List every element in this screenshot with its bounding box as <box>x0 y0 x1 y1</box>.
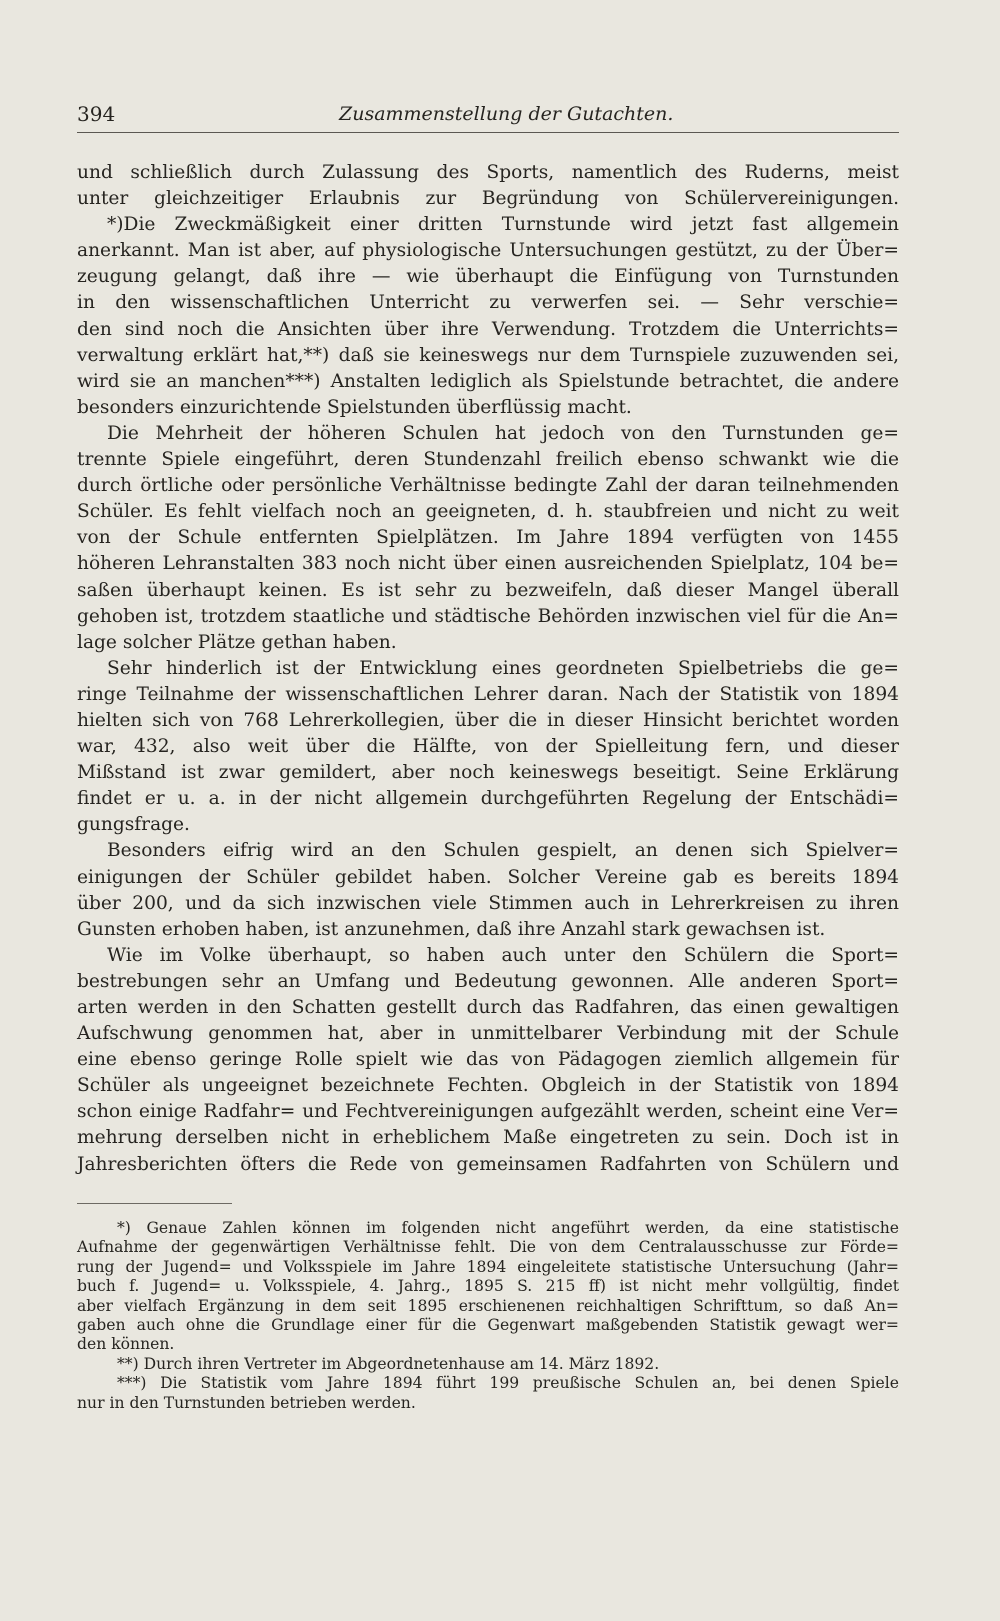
text-line: mehrung derselben nicht in erheblichem Maße eingetreten zu sein. Doch ist in <box>77 1127 899 1149</box>
text-line: einigungen der Schüler gebildet haben. Solcher Vereine gab es bereits 1894 <box>77 866 899 888</box>
footnote-line: den können. <box>77 1335 175 1354</box>
footnote-line: Aufnahme der gegenwärtigen Verhältnisse fehlt. Die von dem Centralausschusse zur Förde= <box>77 1238 899 1257</box>
text-line: Gunsten erhoben haben, ist anzunehmen, daß ihre Anzahl stark gewachsen ist. <box>77 918 826 940</box>
footnote-line: aber vielfach Ergänzung in dem seit 1895 erschienenen reichhaltigen Schrifttum, so daß An= <box>77 1296 899 1315</box>
text-line: über 200, und da sich inzwischen viele Stimmen auch in Lehrerkreisen zu ihren <box>77 892 899 914</box>
text-line: verwaltung erklärt hat,**) daß sie keineswegs nur dem Turnspiele zuzuwenden sei, <box>77 344 899 366</box>
text-line: ringe Teilnahme der wissenschaftlichen Lehrer daran. Nach der Statistik von 1894 <box>77 683 899 705</box>
text-line: Schüler als ungeeignet bezeichnete Fechten. Obgleich in der Statistik von 1894 <box>77 1075 899 1097</box>
text-line: anerkannt. Man ist aber, auf physiologische Untersuchungen gestützt, zu der Über= <box>77 240 899 262</box>
text-line: den sind noch die Ansichten über ihre Verwendung. Trotzdem die Unterrichts= <box>77 318 899 340</box>
text-line: höheren Lehranstalten 383 noch nicht über einen ausreichenden Spielplatz, 104 be= <box>77 553 899 575</box>
running-title: Zusammenstellung der Gutachten. <box>339 103 674 125</box>
text-line: besonders einzurichtende Spielstunden überflüssig macht. <box>77 396 632 418</box>
text-line: von der Schule entfernten Spielplätzen. Im Jahre 1894 verfügten von 1455 <box>77 527 899 549</box>
text-line: durch örtliche oder persönliche Verhältnisse bedingte Zahl der daran teilnehmenden <box>77 475 899 497</box>
footnote-line: ***) Die Statistik vom Jahre 1894 führt 199 preußische Schulen an, bei denen Spiele <box>117 1374 899 1393</box>
text-line: Jahresberichten öfters die Rede von gemeinsamen Radfahrten von Schülern und <box>77 1153 899 1175</box>
text-line: unter gleichzeitiger Erlaubnis zur Begründung von Schülervereinigungen. <box>77 188 899 210</box>
text-line: gehoben ist, trotzdem staatliche und städtische Behörden inzwischen viel für die An= <box>77 605 899 627</box>
text-line: saßen überhaupt keinen. Es ist sehr zu bezweifeln, daß dieser Mangel überall <box>77 579 899 601</box>
text-line: schon einige Radfahr= und Fechtvereinigungen aufgezählt werden, scheint eine Ver= <box>77 1101 899 1123</box>
footnote-line: buch f. Jugend= u. Volksspiele, 4. Jahrg., 1895 S. 215 ff) ist nicht mehr vollgültig, findet <box>77 1277 899 1296</box>
footnotes <box>77 1219 899 1413</box>
text-line: Mißstand ist zwar gemildert, aber noch keineswegs beseitigt. Seine Erklärung <box>77 762 899 784</box>
footnote-line: *) Genaue Zahlen können im folgenden nicht angeführt werden, da eine statistische <box>117 1219 899 1237</box>
text-line: gungsfrage. <box>77 814 190 836</box>
page-number: 394 <box>77 102 116 126</box>
text-line: eine ebenso geringe Rolle spielt wie das von Pädagogen ziemlich allgemein für <box>77 1049 899 1071</box>
text-line: *)Die Zweckmäßigkeit einer dritten Turnstunde wird jetzt fast allgemein <box>107 214 899 236</box>
footnote-line: **) Durch ihren Vertreter im Abgeordnetenhause am 14. März 1892. <box>117 1354 660 1373</box>
text-line: findet er u. a. in der nicht allgemein durchgeführten Regelung der Entschädi= <box>77 788 899 810</box>
text-line: zeugung gelangt, daß ihre — wie überhaupt die Einfügung von Turnstunden <box>77 266 899 288</box>
text-line: Aufschwung genommen hat, aber in unmittelbarer Verbindung mit der Schule <box>77 1023 899 1045</box>
text-line: hielten sich von 768 Lehrerkollegien, über die in dieser Hinsicht berichtet worden <box>77 709 899 731</box>
text-line: Wie im Volke überhaupt, so haben auch unter den Schülern die Sport= <box>107 944 899 966</box>
text-line: war, 432, also weit über die Hälfte, von der Spielleitung fern, und dieser <box>77 736 899 758</box>
text-line: wird sie an manchen***) Anstalten lediglich als Spielstunde betrachtet, die andere <box>77 370 899 392</box>
text-line: arten werden in den Schatten gestellt durch das Radfahren, das einen gewaltigen <box>77 997 899 1018</box>
footnote-line: nur in den Turnstunden betrieben werden. <box>77 1393 416 1412</box>
footnote-line: rung der Jugend= und Volksspiele im Jahre 1894 eingeleitete statistische Untersuchung (Jahr= <box>77 1257 899 1276</box>
text-line: Besonders eifrig wird an den Schulen gespielt, an denen sich Spielver= <box>107 840 899 862</box>
footnote-line: gaben auch ohne die Grundlage einer für die Gegenwart maßgebenden Statistik gewagt wer= <box>77 1315 899 1334</box>
page-header <box>77 102 899 133</box>
text-line: und schließlich durch Zulassung des Sports, namentlich des Ruderns, meist <box>77 162 899 183</box>
footnote-divider <box>77 1203 232 1204</box>
text-line: in den wissenschaftlichen Unterricht zu verwerfen sei. — Sehr verschie= <box>77 292 899 314</box>
text-line: Sehr hinderlich ist der Entwicklung eines geordneten Spielbetriebs die ge= <box>107 657 899 679</box>
text-line: lage solcher Plätze gethan haben. <box>77 631 397 653</box>
text-line: Die Mehrheit der höheren Schulen hat jedoch von den Turnstunden ge= <box>107 422 899 444</box>
body-text <box>77 160 899 1178</box>
text-line: Schüler. Es fehlt vielfach noch an geeigneten, d. h. staubfreien und nicht zu weit <box>77 501 899 523</box>
text-line: trennte Spiele eingeführt, deren Stundenzahl freilich ebenso schwankt wie die <box>77 449 899 471</box>
text-line: bestrebungen sehr an Umfang und Bedeutung gewonnen. Alle anderen Sport= <box>77 970 899 992</box>
